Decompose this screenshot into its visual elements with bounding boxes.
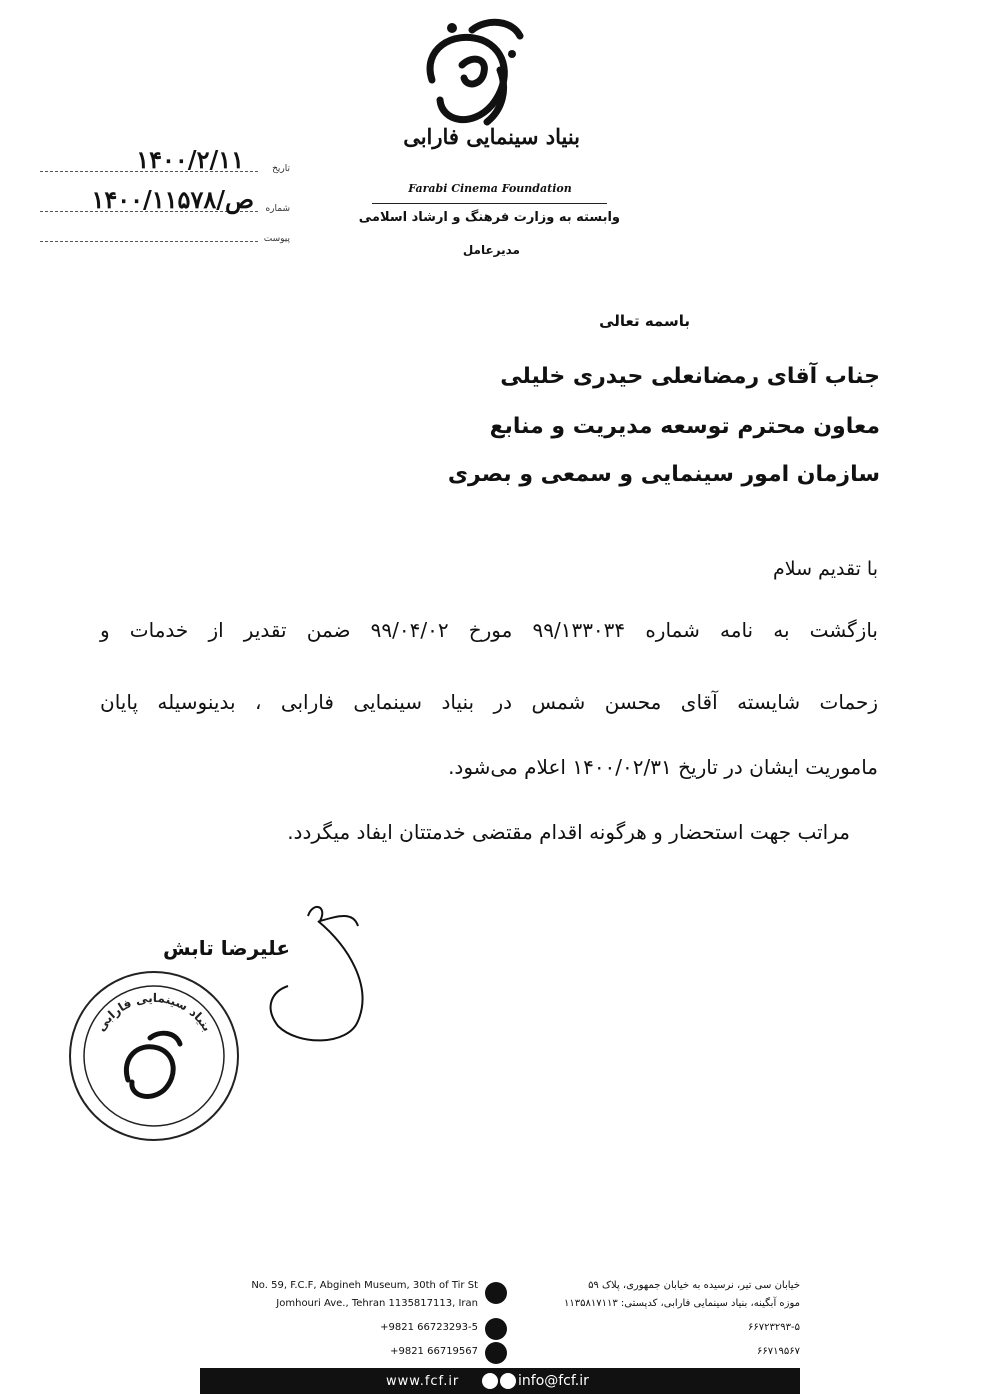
address-en-line: Jomhouri Ave., Tehran 1135817113, Iran (276, 1298, 478, 1309)
signature-scribble (258, 896, 378, 1056)
attachment-field (20, 220, 290, 246)
office-title: مدیرعامل (462, 243, 520, 257)
address-fa-line: موزه آبگینه، بنیاد سینمایی فارابی، کدپستی: ۱۱۳۵۸۱۷۱۱۳ (564, 1298, 800, 1309)
phone-icon (485, 1318, 507, 1340)
recipient-title: معاون محترم توسعه مدیریت و منابع (489, 414, 880, 439)
fax-icon (485, 1342, 507, 1364)
date-field (20, 145, 290, 176)
salutation: با تقدیم سلام (773, 558, 878, 580)
attachment-label: پیوست (263, 234, 290, 244)
number-value: ۱۴۰۰/ص/۱۱۵۷۸ (91, 185, 254, 214)
body-line: زحمات شایسته آقای محسن شمس در بنیاد سینمایی فارابی ، بدینوسیله پایان (100, 690, 878, 714)
address-en-line: No. 59, F.C.F, Abgineh Museum, 30th of Tir St (251, 1280, 478, 1291)
website[interactable]: www.fcf.ir (386, 1374, 460, 1389)
globe-icon (482, 1373, 498, 1389)
invocation: باسمه تعالی (599, 312, 690, 330)
header-divider (372, 203, 607, 204)
number-label: شماره (265, 204, 290, 214)
seal-text: بنیاد سینمایی فارابی (93, 990, 215, 1034)
body-line: ماموریت ایشان در تاریخ ۱۴۰۰/۰۲/۳۱ اعلام می‌شود. (448, 755, 878, 779)
ministry-affiliation: وابسته به وزارت فرهنگ و ارشاد اسلامی (358, 210, 620, 225)
phone-fa: ۶۶۷۲۳۲۹۳-۵ (748, 1322, 800, 1333)
location-icon (485, 1282, 507, 1304)
foundation-name: بنیاد سینمایی فارابی (403, 124, 580, 149)
contact-bar (200, 1368, 800, 1394)
number-field (20, 185, 290, 216)
fax-fa: ۶۶۷۱۹۵۶۷ (757, 1346, 800, 1357)
recipient-organization: سازمان امور سینمایی و سمعی و بصری (447, 462, 880, 487)
email[interactable]: info@fcf.ir (518, 1373, 589, 1389)
body-line: بازگشت به نامه شماره ۹۹/۱۳۳۰۳۴ مورخ ۹۹/۰۴/۰۲ ضمن تقدیر از خدمات و (100, 618, 878, 642)
fax-en: +9821 66719567 (390, 1346, 478, 1357)
recipient-name: جناب آقای رمضانعلی حیدری خلیلی (500, 364, 880, 389)
closing-line: مراتب جهت استحضار و هرگونه اقدام مقتضی خدمتتان ایفاد میگردد. (287, 820, 850, 844)
signatory-name: علیرضا تابش (162, 936, 290, 960)
official-seal (66, 968, 242, 1144)
date-value: ۱۴۰۰/۲/۱۱ (136, 145, 244, 174)
letterhead-footer (200, 1278, 800, 1394)
email-icon (500, 1373, 516, 1389)
address-fa-line: خیابان سی تیر، نرسیده به خیابان جمهوری، پلاک ۵۹ (588, 1280, 800, 1291)
date-label: تاریخ (272, 164, 290, 174)
foundation-name-en: Farabi Cinema Foundation (408, 182, 572, 195)
phone-en: +9821 66723293-5 (380, 1322, 478, 1333)
foundation-logo-mark (412, 10, 532, 140)
